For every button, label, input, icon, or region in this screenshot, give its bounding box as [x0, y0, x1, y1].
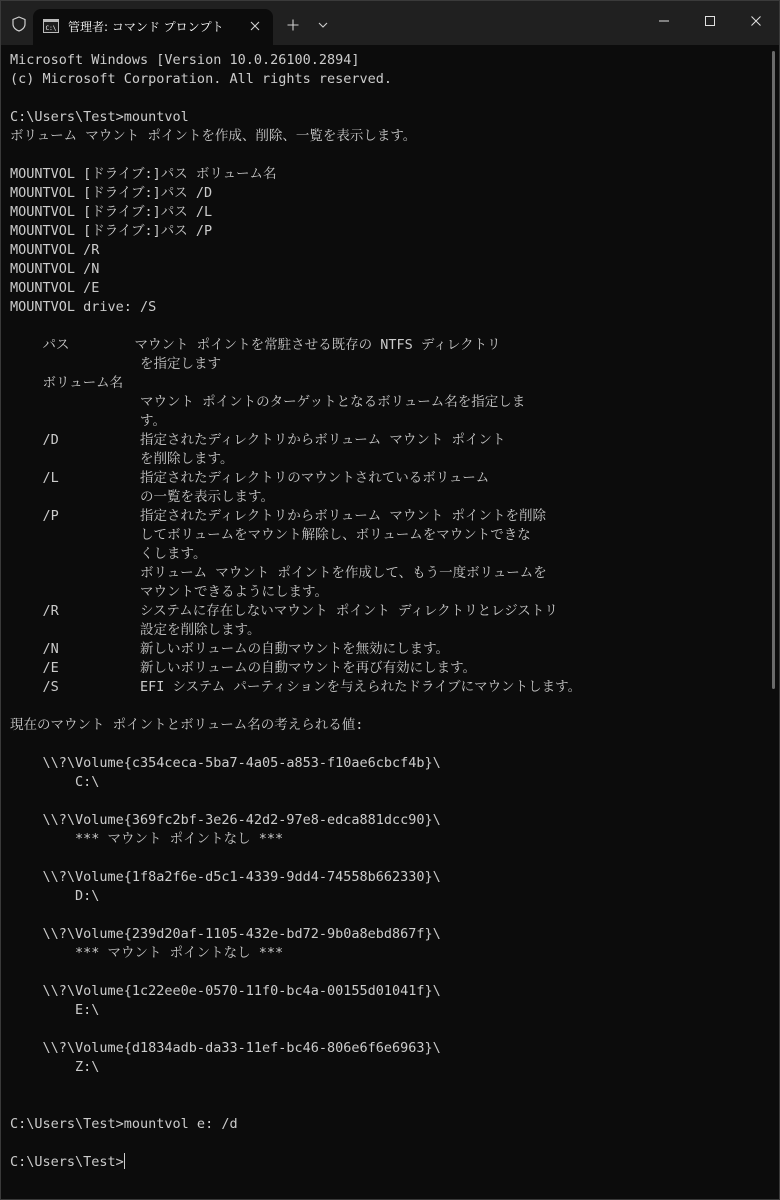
minimize-button[interactable]	[641, 1, 687, 41]
terminal-line: D:\	[10, 888, 100, 904]
terminal-line: ボリューム マウント ポイントを作成、削除、一覧を表示します。	[10, 128, 417, 144]
new-tab-button[interactable]	[283, 15, 303, 35]
terminal-line: MOUNTVOL [ドライブ:]パス /D	[10, 185, 213, 201]
terminal-line: C:\Users\Test>mountvol	[10, 109, 189, 125]
terminal-line	[10, 849, 768, 868]
terminal-line: 設定を削除します。	[10, 622, 261, 638]
text-cursor	[124, 1153, 125, 1169]
terminal-line: \\?\Volume{369fc2bf-3e26-42d2-97e8-edca881dcc90}\	[10, 812, 441, 828]
chevron-down-icon	[318, 22, 328, 28]
minimize-icon	[659, 16, 669, 26]
terminal-line: くします。	[10, 546, 207, 562]
terminal-line: MOUNTVOL /N	[10, 261, 100, 277]
terminal-line: /N 新しいボリュームの自動マウントを無効にします。	[10, 641, 450, 657]
terminal-line: を削除します。	[10, 451, 234, 467]
prompt-text: C:\Users\Test>	[10, 1154, 124, 1170]
terminal-line: E:\	[10, 1002, 100, 1018]
terminal-line: マウントできるようにします。	[10, 584, 328, 600]
terminal-line: す。	[10, 413, 166, 429]
terminal-line	[10, 735, 768, 754]
terminal-line	[10, 1134, 768, 1153]
terminal-line	[10, 1077, 768, 1096]
terminal-line: Microsoft Windows [Version 10.0.26100.2894]	[10, 52, 360, 68]
terminal-line	[10, 89, 768, 108]
terminal-line: Z:\	[10, 1059, 100, 1075]
terminal-line	[10, 1096, 768, 1115]
terminal-line	[10, 963, 768, 982]
terminal-line: /P 指定されたディレクトリからボリューム マウント ポイントを削除	[10, 508, 547, 524]
tab-command-prompt[interactable]	[33, 9, 273, 45]
close-icon	[751, 16, 761, 26]
terminal-line: マウント ポイントのターゲットとなるボリューム名を指定しま	[10, 394, 526, 410]
terminal-line: MOUNTVOL /R	[10, 242, 100, 258]
terminal-icon	[43, 19, 59, 33]
terminal-line: *** マウント ポイントなし ***	[10, 831, 284, 847]
terminal-line: C:\	[10, 774, 100, 790]
terminal-line: \\?\Volume{c354ceca-5ba7-4a05-a853-f10ae6cbcf4b}\	[10, 755, 441, 771]
terminal-line: MOUNTVOL /E	[10, 280, 100, 296]
terminal-line: MOUNTVOL [ドライブ:]パス /L	[10, 204, 213, 220]
terminal-line	[10, 317, 768, 336]
terminal-line: してボリュームをマウント解除し、ボリュームをマウントできな	[10, 527, 531, 543]
terminal-line: \\?\Volume{1c22ee0e-0570-11f0-bc4a-00155d01041f}\	[10, 983, 441, 999]
terminal-line: の一覧を表示します。	[10, 489, 274, 505]
terminal-output[interactable]	[10, 51, 768, 1191]
terminal-line	[10, 697, 768, 716]
terminal-line	[10, 146, 768, 165]
terminal-line: 現在のマウント ポイントとボリューム名の考えられる値:	[10, 717, 364, 733]
command-prompt-line[interactable]	[10, 1153, 768, 1172]
tab-dropdown-button[interactable]	[313, 15, 333, 35]
terminal-line: \\?\Volume{d1834adb-da33-11ef-bc46-806e6f6e6963}\	[10, 1040, 441, 1056]
terminal-line: \\?\Volume{1f8a2f6e-d5c1-4339-9dd4-74558b662330}\	[10, 869, 441, 885]
terminal-line: パス マウント ポイントを常駐させる既存の NTFS ディレクトリ	[10, 337, 501, 353]
terminal-line: \\?\Volume{239d20af-1105-432e-bd72-9b0a8ebd867f}\	[10, 926, 441, 942]
terminal-line: /E 新しいボリュームの自動マウントを再び有効にします。	[10, 660, 477, 676]
close-icon	[250, 21, 260, 31]
plus-icon	[287, 19, 299, 31]
maximize-icon	[705, 16, 715, 26]
title-bar	[1, 1, 779, 45]
terminal-line: MOUNTVOL [ドライブ:]パス ボリューム名	[10, 166, 277, 182]
close-tab-button[interactable]	[245, 16, 265, 36]
terminal-line: C:\Users\Test>mountvol e: /d	[10, 1116, 238, 1132]
terminal-line	[10, 906, 768, 925]
svg-text:C:\: C:\	[45, 25, 57, 32]
terminal-line: /D 指定されたディレクトリからボリューム マウント ポイント	[10, 432, 506, 448]
terminal-line	[10, 792, 768, 811]
terminal-line: ボリューム マウント ポイントを作成して、もう一度ボリュームを	[10, 565, 547, 581]
shield-icon	[11, 16, 27, 32]
terminal-line: ボリューム名	[10, 375, 124, 391]
terminal-line: /L 指定されたディレクトリのマウントされているボリューム	[10, 470, 490, 486]
scrollbar-thumb[interactable]	[772, 51, 775, 689]
terminal-line: MOUNTVOL drive: /S	[10, 299, 157, 315]
terminal-line: (c) Microsoft Corporation. All rights reserved.	[10, 71, 393, 87]
maximize-button[interactable]	[687, 1, 733, 41]
terminal-line: *** マウント ポイントなし ***	[10, 945, 284, 961]
terminal-line	[10, 1020, 768, 1039]
terminal-line: MOUNTVOL [ドライブ:]パス /P	[10, 223, 213, 239]
tab-title: 管理者: コマンド プロンプト	[68, 20, 224, 34]
terminal-line: を指定します	[10, 356, 222, 372]
terminal-line: /R システムに存在しないマウント ポイント ディレクトリとレジストリ	[10, 603, 558, 619]
close-window-button[interactable]	[733, 1, 779, 41]
terminal-line: /S EFI システム パーティションを与えられたドライブにマウントします。	[10, 679, 582, 695]
